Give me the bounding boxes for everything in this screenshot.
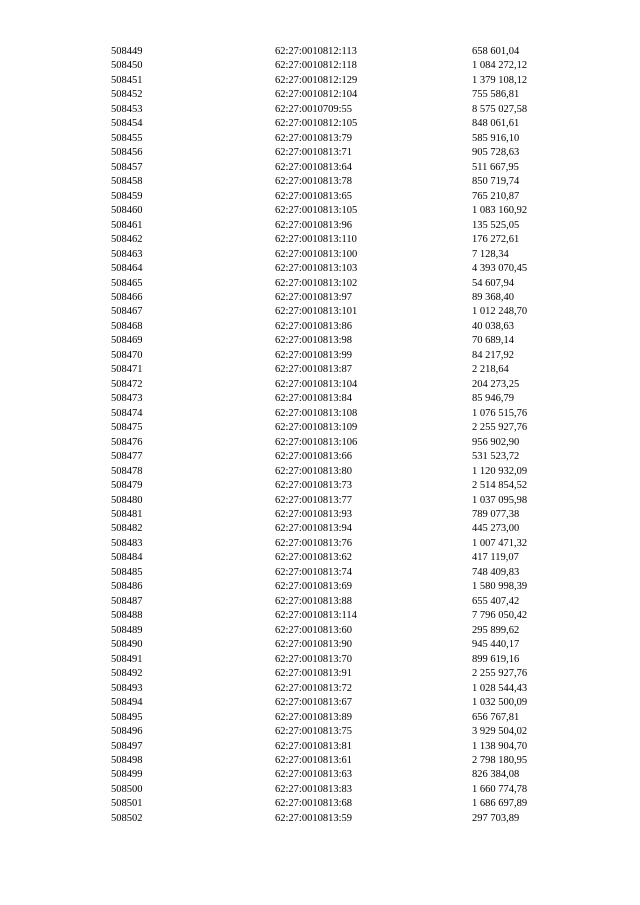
row-number-cell: 508492 — [111, 668, 143, 680]
table-row — [111, 190, 551, 204]
cadastral-number-cell: 62:27:0010709:55 — [275, 103, 353, 115]
table-row — [111, 262, 551, 276]
row-number-cell: 508468 — [111, 320, 143, 332]
cadastral-value-cell: 1 007 471,32 — [472, 537, 528, 549]
cadastral-number-cell: 62:27:0010812:113 — [275, 46, 357, 57]
table-row — [111, 522, 551, 536]
table-row — [111, 233, 551, 247]
table-row — [111, 334, 551, 348]
cadastral-value-cell: 1 012 248,70 — [472, 306, 528, 318]
cadastral-value-cell: 417 119,07 — [472, 552, 519, 564]
row-number-cell: 508450 — [111, 60, 143, 72]
cadastral-value-cell: 135 525,05 — [472, 219, 520, 231]
table-row — [111, 494, 551, 508]
table-row — [111, 146, 551, 160]
cadastral-value-cell: 789 077,38 — [472, 509, 520, 520]
cadastral-value-cell: 1 660 774,78 — [472, 783, 528, 795]
row-number-cell: 508464 — [111, 263, 143, 275]
table-row — [111, 378, 551, 392]
cadastral-value-cell: 826 384,08 — [472, 769, 520, 781]
cadastral-number-cell: 62:27:0010813:114 — [275, 610, 357, 622]
cadastral-value-cell: 748 409,83 — [472, 566, 520, 578]
table-row — [111, 74, 551, 88]
cadastral-value-cell: 7 128,34 — [472, 248, 509, 260]
cadastral-value-cell: 2 255 927,76 — [472, 668, 528, 680]
cadastral-value-cell: 1 083 160,92 — [472, 205, 528, 217]
table-row — [111, 349, 551, 363]
table-row — [111, 103, 551, 117]
table-row — [111, 551, 551, 565]
cadastral-value-cell: 3 929 504,02 — [472, 726, 528, 738]
row-number-cell: 508483 — [111, 537, 143, 549]
row-number-cell: 508452 — [111, 89, 143, 101]
table-row — [111, 175, 551, 189]
cadastral-number-cell: 62:27:0010813:105 — [275, 205, 358, 217]
cadastral-value-cell: 1 580 998,39 — [472, 581, 528, 593]
cadastral-number-cell: 62:27:0010813:61 — [275, 754, 353, 766]
cadastral-number-cell: 62:27:0010812:105 — [275, 118, 358, 130]
cadastral-value-cell: 8 575 027,58 — [472, 103, 528, 115]
cadastral-value-cell: 511 667,95 — [472, 161, 519, 173]
cadastral-number-cell: 62:27:0010813:106 — [275, 436, 358, 448]
row-number-cell: 508497 — [111, 740, 143, 752]
row-number-cell: 508491 — [111, 653, 143, 665]
cadastral-value-cell: 89 368,40 — [472, 291, 514, 303]
cadastral-value-cell: 956 902,90 — [472, 436, 520, 448]
cadastral-number-cell: 62:27:0010813:110 — [275, 234, 357, 246]
cadastral-value-cell: 7 796 050,42 — [472, 610, 528, 622]
cadastral-value-cell: 585 916,10 — [472, 132, 520, 144]
table-row — [111, 161, 551, 175]
row-number-cell: 508463 — [111, 248, 143, 260]
table-row — [111, 204, 551, 218]
cadastral-value-cell: 70 689,14 — [472, 335, 514, 347]
cadastral-number-cell: 62:27:0010813:101 — [275, 306, 358, 318]
cadastral-number-cell: 62:27:0010812:104 — [275, 89, 358, 101]
row-number-cell: 508471 — [111, 364, 143, 376]
cadastral-value-cell: 531 523,72 — [472, 451, 520, 463]
cadastral-number-cell: 62:27:0010813:75 — [275, 726, 353, 738]
table-row — [111, 797, 551, 811]
table-row — [111, 696, 551, 710]
row-number-cell: 508465 — [111, 277, 143, 289]
cadastral-value-cell: 1 138 904,70 — [472, 740, 528, 752]
row-number-cell: 508480 — [111, 494, 143, 506]
table-row — [111, 479, 551, 493]
cadastral-value-cell: 1 686 697,89 — [472, 798, 528, 810]
table-row — [111, 653, 551, 667]
row-number-cell: 508490 — [111, 639, 143, 651]
cadastral-number-cell: 62:27:0010813:76 — [275, 537, 353, 549]
row-number-cell: 508494 — [111, 697, 143, 709]
table-row — [111, 450, 551, 464]
cadastral-number-cell: 62:27:0010813:62 — [275, 552, 353, 564]
row-number-cell: 508476 — [111, 436, 143, 448]
cadastral-number-cell: 62:27:0010813:69 — [275, 581, 353, 593]
cadastral-number-cell: 62:27:0010813:104 — [275, 378, 358, 390]
table-row — [111, 305, 551, 319]
cadastral-value-cell: 1 037 095,98 — [472, 494, 528, 506]
table-row — [111, 363, 551, 377]
cadastral-value-cell: 176 272,61 — [472, 234, 520, 246]
cadastral-value-cell: 2 255 927,76 — [472, 422, 528, 434]
table-row — [111, 667, 551, 681]
table-row — [111, 465, 551, 479]
cadastral-number-cell: 62:27:0010813:88 — [275, 595, 353, 607]
cadastral-number-cell: 62:27:0010812:118 — [275, 60, 357, 72]
table-row — [111, 754, 551, 768]
table-row — [111, 421, 551, 435]
cadastral-value-cell: 40 038,63 — [472, 320, 514, 332]
table-row — [111, 407, 551, 421]
cadastral-value-cell: 1 032 500,09 — [472, 697, 528, 709]
row-number-cell: 508457 — [111, 161, 143, 173]
cadastral-value-cell: 848 061,61 — [472, 118, 520, 130]
row-number-cell: 508482 — [111, 523, 143, 535]
table-row — [111, 725, 551, 739]
row-number-cell: 508461 — [111, 219, 143, 231]
cadastral-number-cell: 62:27:0010813:99 — [275, 349, 353, 361]
table-row — [111, 88, 551, 102]
cadastral-number-cell: 62:27:0010813:60 — [275, 624, 353, 636]
row-number-cell: 508462 — [111, 234, 143, 246]
cadastral-value-cell: 656 767,81 — [472, 711, 520, 723]
cadastral-number-cell: 62:27:0010813:65 — [275, 190, 353, 202]
row-number-cell: 508487 — [111, 595, 143, 607]
cadastral-value-cell: 1 120 932,09 — [472, 465, 528, 477]
cadastral-value-cell: 2 798 180,95 — [472, 754, 528, 766]
cadastral-number-cell: 62:27:0010813:98 — [275, 335, 353, 347]
cadastral-number-cell: 62:27:0010813:63 — [275, 769, 353, 781]
cadastral-number-cell: 62:27:0010813:77 — [275, 494, 353, 506]
cadastral-number-cell: 62:27:0010813:70 — [275, 653, 353, 665]
table-row — [111, 711, 551, 725]
table-row — [111, 595, 551, 609]
cadastral-number-cell: 62:27:0010813:81 — [275, 740, 353, 752]
row-number-cell: 508489 — [111, 624, 143, 636]
row-number-cell: 508472 — [111, 378, 143, 390]
cadastral-value-cell: 2 514 854,52 — [472, 480, 528, 492]
table-row — [111, 59, 551, 73]
cadastral-value-cell: 899 619,16 — [472, 653, 520, 665]
row-number-cell: 508459 — [111, 190, 143, 202]
cadastral-value-cell: 2 218,64 — [472, 364, 509, 376]
row-number-cell: 508469 — [111, 335, 143, 347]
row-number-cell: 508484 — [111, 552, 143, 564]
table-row — [111, 291, 551, 305]
row-number-cell: 508499 — [111, 769, 143, 781]
cadastral-number-cell: 62:27:0010813:59 — [275, 812, 353, 824]
cadastral-number-cell: 62:27:0010813:66 — [275, 451, 353, 463]
table-row — [111, 117, 551, 131]
cadastral-value-cell: 905 728,63 — [472, 147, 520, 159]
cadastral-value-cell: 85 946,79 — [472, 393, 514, 405]
row-number-cell: 508475 — [111, 422, 143, 434]
row-number-cell: 508502 — [111, 812, 143, 824]
cadastral-number-cell: 62:27:0010813:96 — [275, 219, 353, 231]
table-row — [111, 768, 551, 782]
row-number-cell: 508455 — [111, 132, 143, 144]
table-row — [111, 132, 551, 146]
cadastral-value-cell: 204 273,25 — [472, 378, 520, 390]
cadastral-number-cell: 62:27:0010813:108 — [275, 407, 358, 419]
cadastral-number-cell: 62:27:0010813:90 — [275, 639, 353, 651]
cadastral-value-cell: 850 719,74 — [472, 176, 520, 188]
cadastral-number-cell: 62:27:0010813:97 — [275, 291, 353, 303]
cadastral-number-cell: 62:27:0010813:78 — [275, 176, 353, 188]
row-number-cell: 508486 — [111, 581, 143, 593]
cadastral-number-cell: 62:27:0010813:100 — [275, 248, 358, 260]
cadastral-value-cell: 658 601,04 — [472, 46, 520, 57]
row-number-cell: 508501 — [111, 798, 143, 810]
cadastral-number-cell: 62:27:0010813:71 — [275, 147, 353, 159]
table-row — [111, 740, 551, 754]
row-number-cell: 508467 — [111, 306, 143, 318]
table-row — [111, 320, 551, 334]
cadastral-value-cell: 445 273,00 — [472, 523, 520, 535]
table-row — [111, 248, 551, 262]
row-number-cell: 508478 — [111, 465, 143, 477]
table-row — [111, 609, 551, 623]
table-row — [111, 436, 551, 450]
row-number-cell: 508466 — [111, 291, 143, 303]
row-number-cell: 508460 — [111, 205, 143, 217]
cadastral-number-cell: 62:27:0010813:79 — [275, 132, 353, 144]
cadastral-value-cell: 1 084 272,12 — [472, 60, 528, 72]
cadastral-number-cell: 62:27:0010813:93 — [275, 509, 353, 520]
row-number-cell: 508458 — [111, 176, 143, 188]
table-row — [111, 580, 551, 594]
cadastral-number-cell: 62:27:0010813:94 — [275, 523, 353, 535]
row-number-cell: 508454 — [111, 118, 143, 130]
row-number-cell: 508451 — [111, 74, 143, 86]
cadastral-value-cell: 755 586,81 — [472, 89, 520, 101]
cadastral-value-cell: 84 217,92 — [472, 349, 514, 361]
table-row — [111, 682, 551, 696]
row-number-cell: 508479 — [111, 480, 143, 492]
cadastral-value-cell: 765 210,87 — [472, 190, 520, 202]
row-number-cell: 508498 — [111, 754, 143, 766]
cadastral-value-cell: 655 407,42 — [472, 595, 520, 607]
row-number-cell: 508496 — [111, 726, 143, 738]
cadastral-number-cell: 62:27:0010813:83 — [275, 783, 353, 795]
cadastral-value-cell: 1 076 515,76 — [472, 407, 528, 419]
cadastral-number-cell: 62:27:0010813:73 — [275, 480, 353, 492]
cadastral-value-cell: 1 379 108,12 — [472, 74, 528, 86]
row-number-cell: 508488 — [111, 610, 143, 622]
cadastral-number-cell: 62:27:0010813:86 — [275, 320, 353, 332]
table-row — [111, 566, 551, 580]
cadastral-value-cell: 297 703,89 — [472, 812, 520, 824]
table-row — [111, 638, 551, 652]
table-row — [111, 537, 551, 551]
cadastral-number-cell: 62:27:0010813:102 — [275, 277, 358, 289]
cadastral-value-cell: 945 440,17 — [472, 639, 520, 651]
table-row — [111, 392, 551, 406]
cadastral-value-cell: 1 028 544,43 — [472, 682, 528, 694]
row-number-cell: 508495 — [111, 711, 143, 723]
cadastral-number-cell: 62:27:0010813:64 — [275, 161, 353, 173]
row-number-cell: 508470 — [111, 349, 143, 361]
row-number-cell: 508449 — [111, 46, 143, 57]
row-number-cell: 508453 — [111, 103, 143, 115]
table-row — [111, 783, 551, 797]
cadastral-number-cell: 62:27:0010813:103 — [275, 263, 358, 275]
cadastral-number-cell: 62:27:0010813:87 — [275, 364, 353, 376]
cadastral-number-cell: 62:27:0010813:68 — [275, 798, 353, 810]
table-row — [111, 624, 551, 638]
table-row — [111, 508, 551, 522]
table-row — [111, 219, 551, 233]
table-row — [111, 277, 551, 291]
row-number-cell: 508474 — [111, 407, 143, 419]
cadastral-number-cell: 62:27:0010813:84 — [275, 393, 353, 405]
cadastral-number-cell: 62:27:0010812:129 — [275, 74, 358, 86]
cadastral-number-cell: 62:27:0010813:72 — [275, 682, 353, 694]
cadastral-number-cell: 62:27:0010813:80 — [275, 465, 353, 477]
row-number-cell: 508473 — [111, 393, 143, 405]
cadastral-value-cell: 54 607,94 — [472, 277, 514, 289]
cadastral-value-cell: 4 393 070,45 — [472, 263, 528, 275]
row-number-cell: 508485 — [111, 566, 143, 578]
cadastral-number-cell: 62:27:0010813:74 — [275, 566, 353, 578]
row-number-cell: 508500 — [111, 783, 143, 795]
cadastral-number-cell: 62:27:0010813:67 — [275, 697, 353, 709]
table-row — [111, 812, 551, 826]
cadastral-value-cell: 295 899,62 — [472, 624, 520, 636]
cadastral-number-cell: 62:27:0010813:91 — [275, 668, 353, 680]
row-number-cell: 508456 — [111, 147, 143, 159]
row-number-cell: 508481 — [111, 509, 143, 520]
cadastral-number-cell: 62:27:0010813:109 — [275, 422, 358, 434]
row-number-cell: 508477 — [111, 451, 143, 463]
table-row — [111, 45, 551, 59]
cadastral-value-table — [111, 45, 551, 826]
row-number-cell: 508493 — [111, 682, 143, 694]
cadastral-number-cell: 62:27:0010813:89 — [275, 711, 353, 723]
